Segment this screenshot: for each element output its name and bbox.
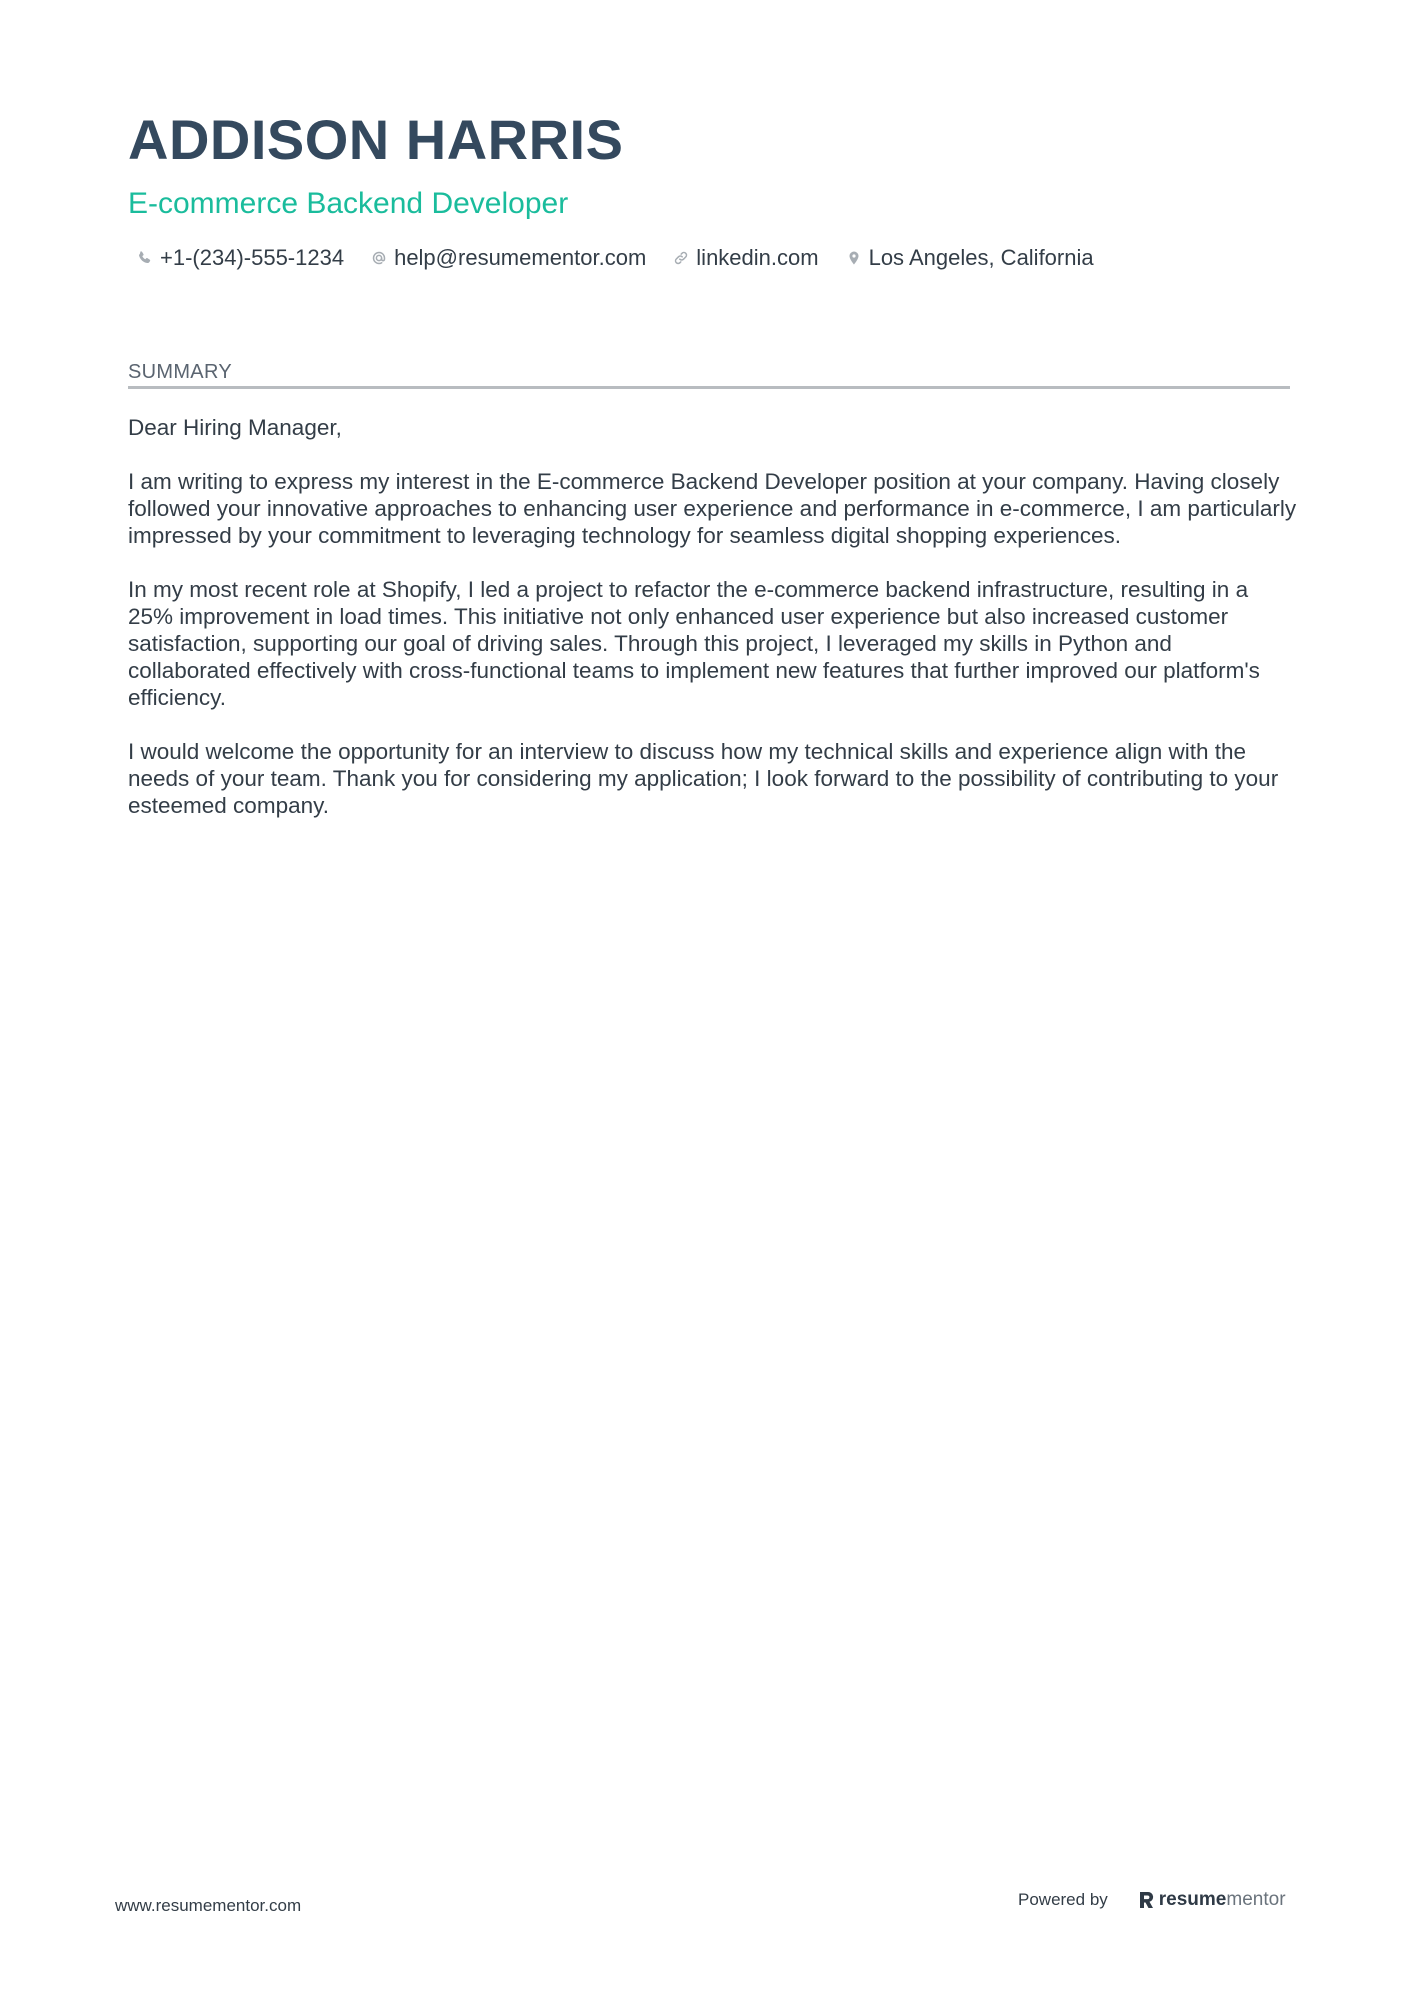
powered-by-label: Powered by [1018,1890,1108,1909]
contact-phone [136,245,344,271]
linkedin-text: linkedin.com [696,245,819,270]
paragraph-experience: In my most recent role at Shopify, I led a project to refactor the e-commerce backend infrastructure, resulting in a 25% improvement in load times. This initiative not only enhanced user experience but also increased customer satisfaction, supporting our goal of driving sales. Through this project, I leveraged my skills in Python and collaborated effectively with cross-functional teams to implement new features that further improved our platform's efficiency. [128,577,1260,710]
summary-heading: SUMMARY [128,361,232,383]
paragraph-closing: I would welcome the opportunity for an interview to discuss how my technical skills and experience align with the needs of your team. Thank you for considering my application; I look forward to the possibility of contributing to your esteemed company. [128,739,1279,818]
footer-branding [1018,1889,1286,1911]
salutation: Dear Hiring Manager, [128,415,342,440]
section-divider [128,386,1290,389]
candidate-name: ADDISON HARRIS [128,108,624,171]
contact-linkedin[interactable] [672,245,818,271]
footer-website[interactable]: www.resumementor.com [115,1896,302,1915]
phone-icon [136,249,154,267]
map-pin-icon [845,249,863,267]
email-text: help@resumementor.com [394,245,647,270]
contact-location [845,245,1094,271]
brand-name-light: mentor [1226,1889,1286,1910]
at-sign-icon [370,249,388,267]
phone-text: +1-(234)-555-1234 [160,245,345,270]
paragraph-intro: I am writing to express my interest in the E-commerce Backend Developer position at your company. Having closely followed your innovative approaches to enhancing user experience and performance in e-commerce, I am particularly impressed by your commitment to leveraging technology for seamless digital shopping experiences. [128,469,1297,548]
brand-logo[interactable] [1138,1889,1286,1911]
contact-bar [136,245,1120,271]
job-title: E-commerce Backend Developer [128,187,569,220]
location-text: Los Angeles, California [868,245,1094,270]
letter-body [128,414,1298,846]
brand-name-bold: resume [1158,1889,1227,1910]
resumementor-logo-icon [1138,1890,1156,1910]
link-icon [672,249,690,267]
contact-email[interactable] [370,245,646,271]
